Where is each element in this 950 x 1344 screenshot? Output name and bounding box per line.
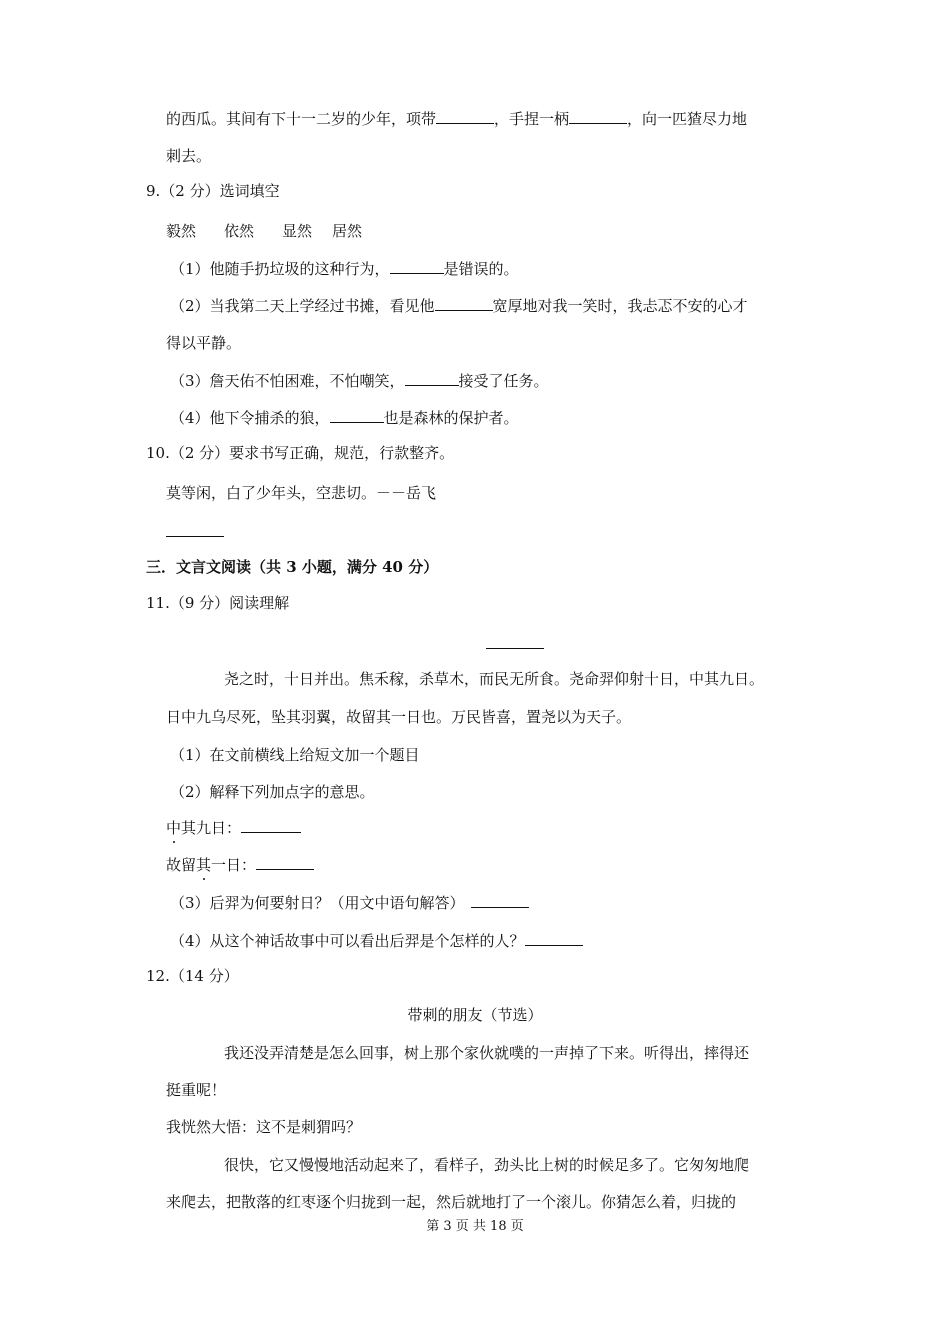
answer-blank[interactable] xyxy=(435,296,493,311)
answer-blank[interactable] xyxy=(256,855,314,870)
passage-title: 带刺的朋友（节选） xyxy=(407,1006,543,1024)
answer-blank[interactable] xyxy=(330,408,384,423)
word-option: 依然 xyxy=(224,222,255,240)
passage-line: 日中九乌尽死，坠其羽翼，故留其一日也。万民皆喜，置尧以为天子。 xyxy=(166,708,632,726)
passage-line: 挺重呢！ xyxy=(166,1081,227,1099)
q9-sentence-3: （3）詹天佑不怕困难，不怕嘲笑， 接受了任务。 xyxy=(170,372,549,390)
passage-line: 来爬去，把散落的红枣逐个归拢到一起，然后就地打了一个滚儿。你猜怎么着，归拢的 xyxy=(166,1193,737,1211)
q11-header: 11.（9 分）阅读理解 xyxy=(146,594,290,612)
q12-header: 12.（14 分） xyxy=(146,967,239,985)
passage-line: 很快，它又慢慢地活动起来了，看样子，劲头比上树的时候足多了。它匆匆地爬 xyxy=(224,1156,750,1174)
answer-blank[interactable] xyxy=(569,109,627,124)
answer-line[interactable] xyxy=(166,536,224,537)
word-option: 显然 xyxy=(282,222,313,240)
answer-blank[interactable] xyxy=(241,818,301,833)
answer-blank[interactable] xyxy=(436,109,494,124)
q9-word-bank xyxy=(166,221,362,241)
word-option: 毅然 xyxy=(166,222,197,240)
q9-sentence-2: （2）当我第二天上学经过书摊，看见他 宽厚地对我一笑时，我忐忑不安的心才 xyxy=(170,297,748,315)
q9-sentence-4: （4）他下令捕杀的狼， 也是森林的保护者。 xyxy=(170,409,519,427)
passage-line: 我恍然大悟：这不是刺猬吗？ xyxy=(166,1118,362,1136)
answer-blank[interactable] xyxy=(471,893,529,908)
q11-word-2: 故留其一日： xyxy=(166,855,314,875)
title-blank[interactable] xyxy=(486,648,544,649)
dotted-char: 其 xyxy=(196,856,212,874)
section-title: 三．文言文阅读（共 3 小题，满分 40 分） xyxy=(146,558,439,576)
q11-sub1: （1）在文前横线上给短文加一个题目 xyxy=(170,746,420,764)
q11-sub3: （3）后羿为何要射日？（用文中语句解答） xyxy=(170,893,529,913)
word-option: 居然 xyxy=(332,222,363,240)
q8-line2: 刺去。 xyxy=(166,147,212,165)
q9-sentence-1: （1）他随手扔垃圾的这种行为， 是错误的。 xyxy=(170,260,519,278)
q9-sentence-2-cont: 得以平静。 xyxy=(166,334,242,352)
q10-header: 10.（2 分）要求书写正确，规范，行款整齐。 xyxy=(146,444,455,462)
q11-word-1: 中其九日： xyxy=(166,818,301,838)
page-footer: 第 3 页 共 18 页 xyxy=(426,1219,524,1234)
passage-line: 我还没弄清楚是怎么回事，树上那个家伙就噗的一声掉了下来。听得出，摔得还 xyxy=(224,1044,750,1062)
answer-blank[interactable] xyxy=(405,371,459,386)
answer-blank[interactable] xyxy=(390,259,444,274)
q11-sub2: （2）解释下列加点字的意思。 xyxy=(170,783,375,801)
q8-line1: 的西瓜。其间有下十一二岁的少年，项带 ，手捏一柄 ，向一匹猹尽力地 xyxy=(166,110,748,128)
dotted-char: 中 xyxy=(166,819,182,837)
passage-line: 尧之时，十日并出。焦禾稼，杀草木，而民无所食。尧命羿仰射十日，中其九日。 xyxy=(224,670,765,688)
q11-sub4: （4）从这个神话故事中可以看出后羿是个怎样的人？ xyxy=(170,931,583,951)
q10-poem: 莫等闲，白了少年头，空悲切。－－岳飞 xyxy=(166,484,437,502)
q9-header: 9.（2 分）选词填空 xyxy=(146,182,280,200)
answer-blank[interactable] xyxy=(525,931,583,946)
